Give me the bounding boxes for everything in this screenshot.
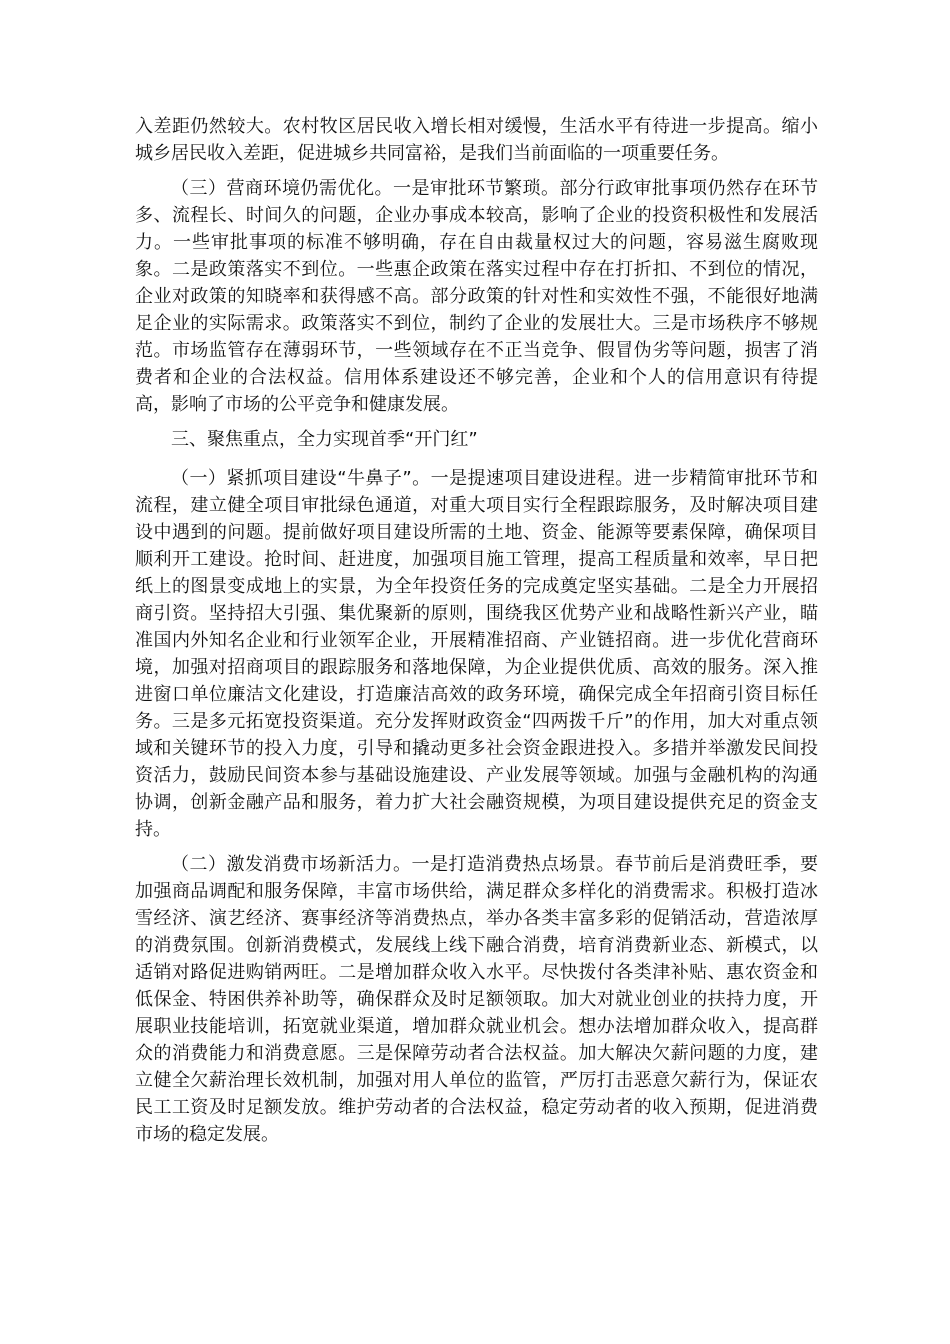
paragraph-project-construction: （一）紧抓项目建设“牛鼻子”。一是提速项目建设进程。进一步精简审批环节和流程，建立健全项目审批绿色通道，对重大项目实行全程跟踪服务，及时解决项目建设中遇到的问题。提前做好项目建设所需的土地、资金、能源等要素保障，确保项目顺利开工建设。抢时间、赶进度，加强项目施工管理，提高工程质量和效率，早日把纸上的图景变成地上的实景，为全年投资任务的完成奠定坚实基础。二是全力开展招商引资。坚持招大引强、集优聚新的原则，围绕我区优势产业和战略性新兴产业，瞄准国内外知名企业和行业领军企业，开展精准招商、产业链招商。进一步优化营商环境，加强对招商项目的跟踪服务和落地保障，为企业提供优质、高效的服务。深入推进窗口单位廉洁文化建设，打造廉洁高效的政务环境，确保完成全年招商引资目标任务。三是多元拓宽投资渠道。充分发挥财政资金“四两拨千斤”的作用，加大对重点领域和关键环节的投入力度，引导和撬动更多社会资金跟进投入。多措并举激发民间投资活力，鼓励民间资本参与基础设施建设、产业发展等领域。加强与金融机构的沟通协调，创新金融产品和服务，着力扩大社会融资规模，为项目建设提供充足的资金支持。 <box>135 468 818 840</box>
paragraph-business-environment: （三）营商环境仍需优化。一是审批环节繁琐。部分行政审批事项仍然存在环节多、流程长、时间久的问题，企业办事成本较高，影响了企业的投资积极性和发展活力。一些审批事项的标准不够明确，存在自由裁量权过大的问题，容易滋生腐败现象。二是政策落实不到位。一些惠企政策在落实过程中存在打折扣、不到位的情况，企业对政策的知晓率和获得感不高。部分政策的针对性和实效性不强，不能很好地满足企业的实际需求。政策落实不到位，制约了企业的发展壮大。三是市场秩序不够规范。市场监管存在薄弱环节，一些领域存在不正当竞争、假冒伪劣等问题，损害了消费者和企业的合法权益。信用体系建设还不够完善，企业和个人的信用意识有待提高，影响了市场的公平竞争和健康发展。 <box>135 178 818 415</box>
section-heading-focus: 三、聚焦重点，全力实现首季“开门红” <box>171 429 478 450</box>
paragraph-income-gap: 入差距仍然较大。农村牧区居民收入增长相对缓慢，生活水平有待进一步提高。缩小城乡居民收入差距，促进城乡共同富裕，是我们当前面临的一项重要任务。 <box>135 116 818 164</box>
document-body <box>135 113 818 1156</box>
paragraph-consumer-market: （二）激发消费市场新活力。一是打造消费热点场景。春节前后是消费旺季，要加强商品调配和服务保障，丰富市场供给，满足群众多样化的消费需求。积极打造冰雪经济、演艺经济、赛事经济等消费热点，举办各类丰富多彩的促销活动，营造浓厚的消费氛围。创新消费模式，发展线上线下融合消费，培育消费新业态、新模式，以适销对路促进购销两旺。二是增加群众收入水平。尽快拨付各类津补贴、惠农资金和低保金、特困供养补助等，确保群众及时足额领取。加大对就业创业的扶持力度，开展职业技能培训，拓宽就业渠道，增加群众就业机会。想办法增加群众收入，提高群众的消费能力和消费意愿。三是保障劳动者合法权益。加大解决欠薪问题的力度，建立健全欠薪治理长效机制，加强对用人单位的监管，严厉打击恶意欠薪行为，保证农民工工资及时足额发放。维护劳动者的合法权益，稳定劳动者的收入预期，促进消费市场的稳定发展。 <box>135 854 818 1145</box>
